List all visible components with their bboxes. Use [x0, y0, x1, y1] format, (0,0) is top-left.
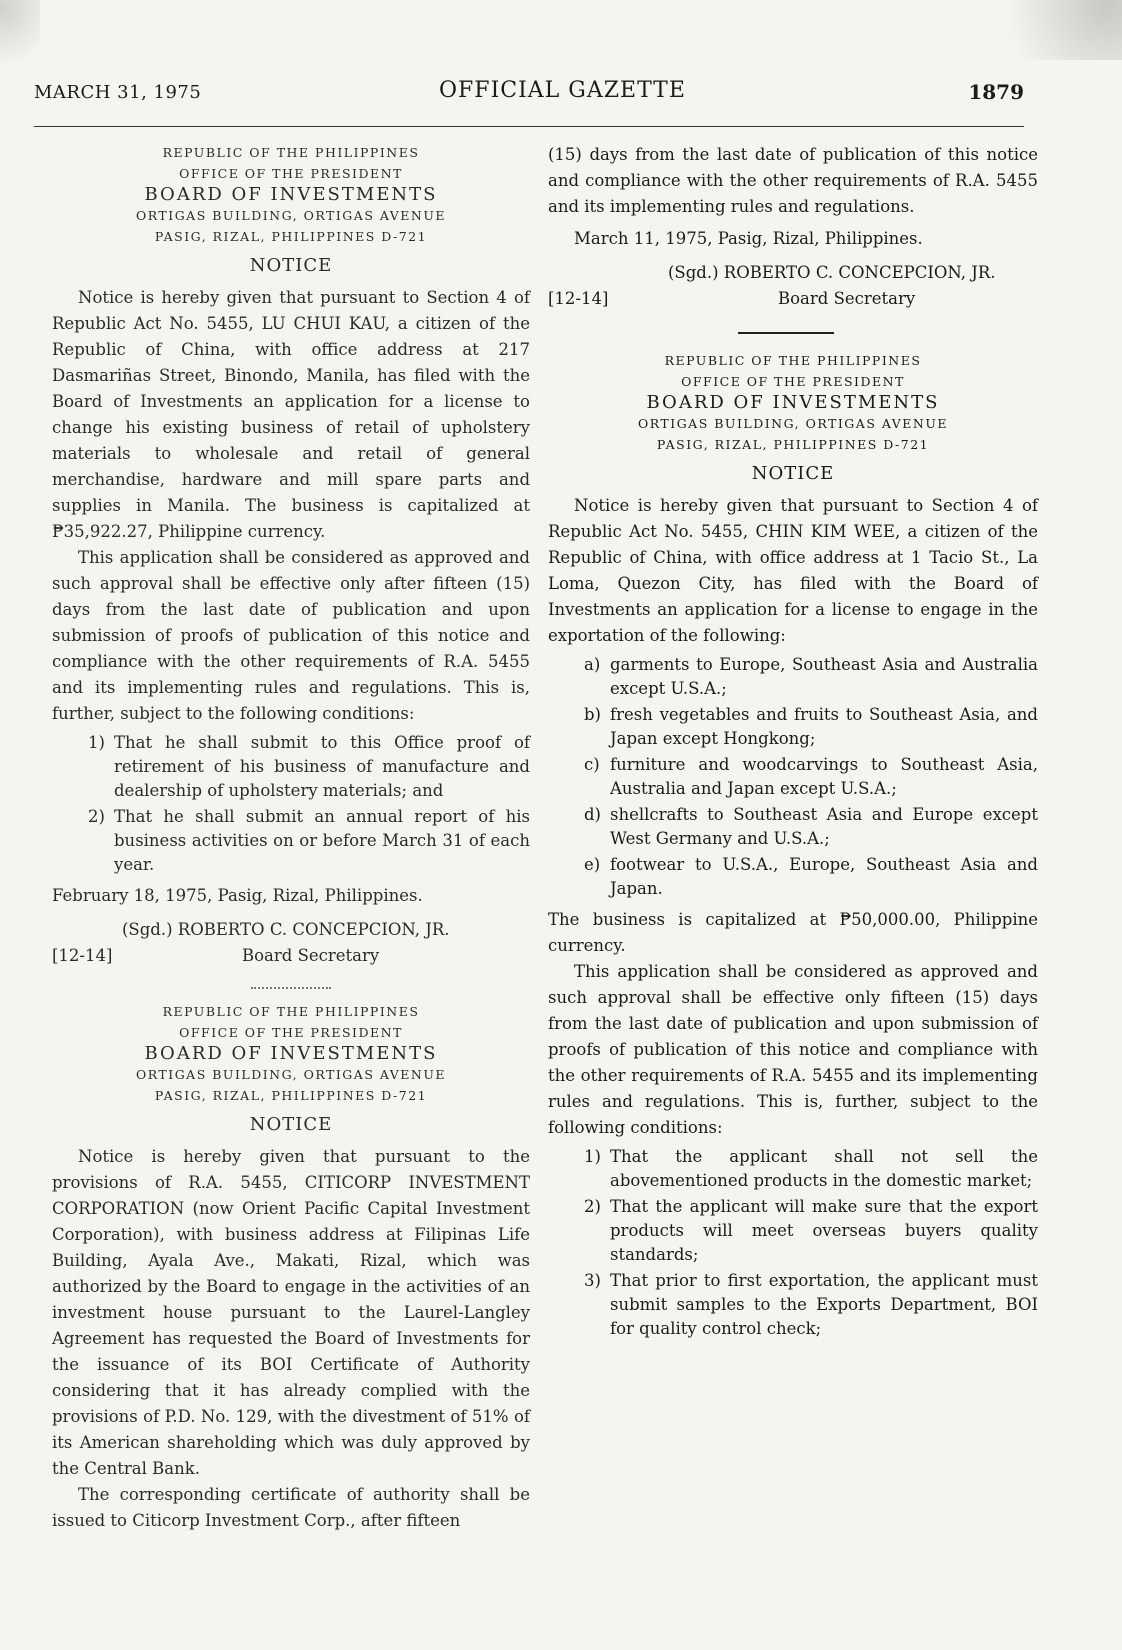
notice1-signature [52, 917, 530, 971]
header-page-number: 1879 [968, 80, 1024, 104]
header-date: MARCH 31, 1975 [34, 82, 202, 103]
agency-line-building: ORTIGAS BUILDING, ORTIGAS AVENUE [135, 208, 447, 223]
list-marker: 1) [88, 733, 105, 752]
list-text: That he shall submit to this Office proof of retirement of his business of manufacture and dealership of upholstery materials; and [114, 733, 530, 800]
agency-line-board: BOARD OF INVESTMENTS [646, 392, 940, 413]
list-marker: c) [584, 755, 600, 774]
notice-heading: NOTICE [249, 1114, 333, 1135]
agency-line-address: PASIG, RIZAL, PHILIPPINES D-721 [154, 229, 428, 244]
agency-line-republic: REPUBLIC OF THE PHILIPPINES [664, 353, 922, 368]
list-item [548, 803, 1038, 851]
separator [548, 314, 1038, 350]
notice1-date: February 18, 1975, Pasig, Rizal, Philippines. [52, 886, 423, 905]
list-text: That prior to first exportation, the applicant must submit samples to the Exports Department, BOI for quality control check; [610, 1271, 1038, 1338]
agency-block [52, 1001, 530, 1106]
agency-line-address: PASIG, RIZAL, PHILIPPINES D-721 [656, 437, 930, 452]
list-text: That the applicant will make sure that the export products will meet overseas buyers quality standards; [610, 1197, 1038, 1264]
signature-name: (Sgd.) ROBERTO C. CONCEPCION, JR. [668, 263, 996, 282]
signature-block [548, 260, 1038, 314]
list-marker: 3) [584, 1271, 601, 1290]
notice1-paragraph1: Notice is hereby given that pursuant to Section 4 of Republic Act No. 5455, LU CHUI KAU, a citizen of the Republic of China, with office address at 217 Dasmariñas Street, Binondo, Manila, has filed with the Board of Investments an application for a license to change his existing business of retail of upholstery materials to wholesale and retail of general merchandise, hardware and mill spare parts and supplies in Manila. The business is capitalized at ₱35,922.27, Philippine currency. [52, 288, 530, 541]
notice-heading: NOTICE [249, 255, 333, 276]
agency-line-republic: REPUBLIC OF THE PHILIPPINES [162, 145, 420, 160]
notice1-paragraph2: This application shall be considered as approved and such approval shall be effective only after fifteen (15) days from the last date of publication and upon submission of proofs of publication of this notice and compliance with the other requirements of R.A. 5455 and its implementing rules and regulations. This is, further, subject to the following conditions: [52, 548, 530, 723]
list-text: furniture and woodcarvings to Southeast Asia, Australia and Japan except U.S.A.; [610, 755, 1038, 798]
notice3-paragraph1: Notice is hereby given that pursuant to Section 4 of Republic Act No. 5455, CHIN KIM WEE, a citizen of the Republic of China, with office address at 1 Tacio St., La Loma, Quezon City, has filed with the Board of Investments an application for a license to engage in the exportation of the following: [548, 496, 1038, 645]
agency-line-address: PASIG, RIZAL, PHILIPPINES D-721 [154, 1088, 428, 1103]
list-text: That he shall submit an annual report of his business activities on or before March 31 of each year. [114, 807, 530, 874]
agency-line-republic: REPUBLIC OF THE PHILIPPINES [162, 1004, 420, 1019]
agency-line-office: OFFICE OF THE PRESIDENT [681, 374, 905, 389]
reference-code: [12-14] [52, 946, 113, 965]
list-item [548, 1269, 1038, 1341]
page-header [34, 78, 1024, 108]
scan-noise [972, 0, 1122, 60]
list-text: fresh vegetables and fruits to Southeast Asia, and Japan except Hongkong; [610, 705, 1038, 748]
list-text: That the applicant shall not sell the abovementioned products in the domestic market; [610, 1147, 1038, 1190]
signature-name: (Sgd.) ROBERTO C. CONCEPCION, JR. [122, 920, 450, 939]
list-item [548, 1145, 1038, 1193]
agency-line-building: ORTIGAS BUILDING, ORTIGAS AVENUE [135, 1067, 447, 1082]
list-marker: 2) [584, 1197, 601, 1216]
list-marker: a) [584, 655, 601, 674]
list-marker: d) [584, 805, 601, 824]
export-items [548, 653, 1038, 901]
list-marker: 1) [584, 1147, 601, 1166]
reference-code: [12-14] [548, 289, 609, 308]
notice2-paragraph2: The corresponding certificate of authority shall be issued to Citicorp Investment Corp., after fifteen [52, 1485, 530, 1530]
list-item [548, 703, 1038, 751]
list-text: footwear to U.S.A., Europe, Southeast Asia and Japan. [610, 855, 1038, 898]
list-marker: b) [584, 705, 601, 724]
signature-title: Board Secretary [778, 289, 916, 308]
list-item [52, 805, 530, 877]
separator [52, 971, 530, 1001]
agency-line-office: OFFICE OF THE PRESIDENT [179, 1025, 403, 1040]
agency-block [548, 350, 1038, 455]
notice1-conditions [52, 731, 530, 877]
agency-line-building: ORTIGAS BUILDING, ORTIGAS AVENUE [637, 416, 949, 431]
notice3-paragraph2: This application shall be considered as approved and such approval shall be effective only fifteen (15) days from the last date of publication and upon submission of proofs of publication of this notice and compliance with the other requirements of R.A. 5455 and its implementing rules and regulations. This is, further, subject to the following conditions: [548, 962, 1038, 1137]
signature-title: Board Secretary [242, 946, 380, 965]
list-item [548, 1195, 1038, 1267]
list-item [548, 853, 1038, 901]
list-text: garments to Europe, Southeast Asia and Australia except U.S.A.; [610, 655, 1038, 698]
left-column [52, 142, 530, 1534]
continued-text: (15) days from the last date of publication of this notice and compliance with the other requirements of R.A. 5455 and its implementing rules and regulations. [548, 145, 1038, 216]
list-marker: e) [584, 855, 601, 874]
list-item [52, 731, 530, 803]
notice-date: March 11, 1975, Pasig, Rizal, Philippines. [574, 229, 923, 248]
list-marker: 2) [88, 807, 105, 826]
list-item [548, 653, 1038, 701]
notice2-paragraph1: Notice is hereby given that pursuant to the provisions of R.A. 5455, CITICORP INVESTMENT CORPORATION (now Orient Pacific Capital Investment Corporation), with business address at Filipinas Life Building, Ayala Ave., Makati, Rizal, which was authorized by the Board to engage in the activities of an investment house pursuant to the Laurel-Langley Agreement has requested the Board of Investments for the issuance of its BOI Certificate of Authority considering that it has already complied with the provisions of P.D. No. 129, with the divestment of 51% of its American shareholding which was duly approved by the Central Bank. [52, 1147, 530, 1478]
notice-heading: NOTICE [751, 463, 835, 484]
list-text: shellcrafts to Southeast Asia and Europe except West Germany and U.S.A.; [610, 805, 1038, 848]
agency-block [52, 142, 530, 247]
header-rule [34, 126, 1024, 127]
agency-line-board: BOARD OF INVESTMENTS [144, 184, 438, 205]
agency-line-office: OFFICE OF THE PRESIDENT [179, 166, 403, 181]
scan-noise-left [0, 0, 40, 80]
notice3-conditions [548, 1145, 1038, 1341]
header-title: OFFICIAL GAZETTE [439, 78, 686, 103]
notice3-capital: The business is capitalized at ₱50,000.00, Philippine currency. [548, 910, 1038, 955]
right-column [548, 142, 1038, 1347]
list-item [548, 753, 1038, 801]
agency-line-board: BOARD OF INVESTMENTS [144, 1043, 438, 1064]
